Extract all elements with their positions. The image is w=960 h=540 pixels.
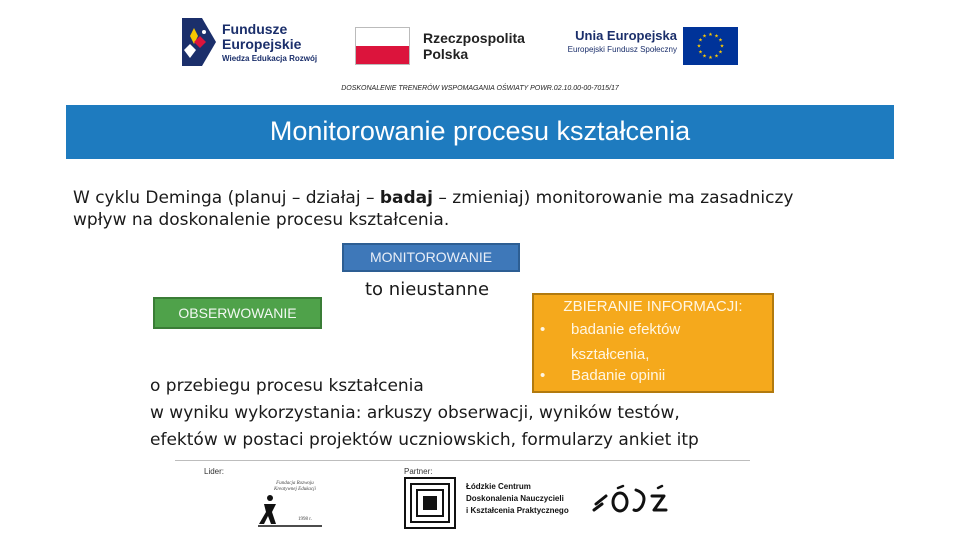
svg-text:★: ★ [714, 53, 719, 60]
project-code: DOSKONALENIE TRENERÓW WSPOMAGANIA OŚWIATY POWR.02.10.00-00-7015/17 [341, 85, 619, 92]
zbieranie-item1-b: kształcenia, [571, 346, 650, 363]
body-line-3: efektów w postaci projektów uczniowskich, formularzy ankiet itp [150, 430, 699, 450]
intro-bold-badaj: badaj [379, 188, 433, 208]
footer-divider [175, 460, 750, 461]
cdn-logo-text [466, 481, 569, 517]
lodz-city-logo [592, 484, 670, 516]
svg-text:★: ★ [702, 53, 707, 60]
svg-text:★: ★ [702, 33, 707, 40]
fe-logo-line3: Wiedza Edukacja Rozwój [222, 54, 318, 63]
svg-text:★: ★ [708, 32, 713, 38]
zbieranie-item-1 [540, 320, 680, 340]
zbieranie-title: ZBIERANIE INFORMACJI: [563, 298, 743, 315]
zbieranie-item2: Badanie opinii [571, 367, 666, 384]
bullet-icon: • [540, 321, 546, 338]
rp-logo-line2: Polska [423, 46, 469, 62]
body-line-2: w wyniku wykorzystania: arkuszy obserwacji, wyników testów, [150, 403, 680, 423]
rp-logo-line1: Rzeczpospolita [423, 30, 525, 46]
polish-flag-icon [355, 27, 410, 65]
cdn-line2: Doskonalenia Nauczycieli [466, 494, 564, 503]
monitorowanie-box: MONITOROWANIE [342, 243, 520, 272]
svg-text:★: ★ [718, 37, 723, 44]
intro-part1: W cyklu Deminga (planuj – działaj – [73, 188, 380, 208]
bullet-icon: • [540, 367, 546, 384]
lider-label: Lider: [204, 467, 225, 476]
body-lines [150, 373, 800, 454]
svg-text:★: ★ [719, 43, 725, 50]
cdn-square-logo [404, 477, 456, 529]
svg-text:★: ★ [696, 43, 702, 50]
unia-europejska-logo-text [552, 28, 677, 56]
eu-flag-icon [683, 27, 738, 65]
fe-star-icon [182, 18, 216, 66]
lider-year: 1998 r. [298, 517, 312, 522]
fe-logo-line1: Fundusze [222, 21, 288, 37]
fundusze-europejskie-logo [182, 18, 332, 68]
svg-text:★: ★ [714, 33, 719, 40]
slide-title: Monitorowanie procesu kształcenia [269, 116, 691, 146]
partner-label: Partner: [404, 467, 433, 476]
cdn-line1: Łódzkie Centrum [466, 482, 531, 491]
ue-logo-line2: Europejski Fundusz Społeczny [567, 45, 677, 54]
title-bar [66, 105, 894, 159]
svg-text:★: ★ [718, 49, 723, 56]
intro-part2: – zmieniaj) monitorowanie ma zasadniczy wpływ na doskonalenie procesu kształcenia. [73, 188, 794, 230]
intro-paragraph [73, 187, 813, 231]
svg-text:★: ★ [698, 37, 703, 44]
lider-org-name: Fundacja Rozwoju Kreatywnej Edukacji [274, 481, 316, 492]
ue-logo-line1: Unia Europejska [575, 28, 677, 43]
rzeczpospolita-logo-text [423, 30, 525, 62]
svg-text:★: ★ [708, 55, 713, 61]
body-line-1: o przebiegu procesu kształcenia [150, 376, 424, 396]
nieustanne-text: to nieustanne [365, 279, 490, 300]
obserwowanie-box: OBSERWOWANIE [153, 297, 322, 329]
svg-text:★: ★ [698, 49, 703, 56]
zbieranie-item1-a: badanie efektów [571, 321, 681, 338]
fe-logo-text [222, 22, 337, 65]
cdn-line3: i Kształcenia Praktycznego [466, 506, 569, 515]
fe-logo-line2: Europejskie [222, 36, 302, 52]
